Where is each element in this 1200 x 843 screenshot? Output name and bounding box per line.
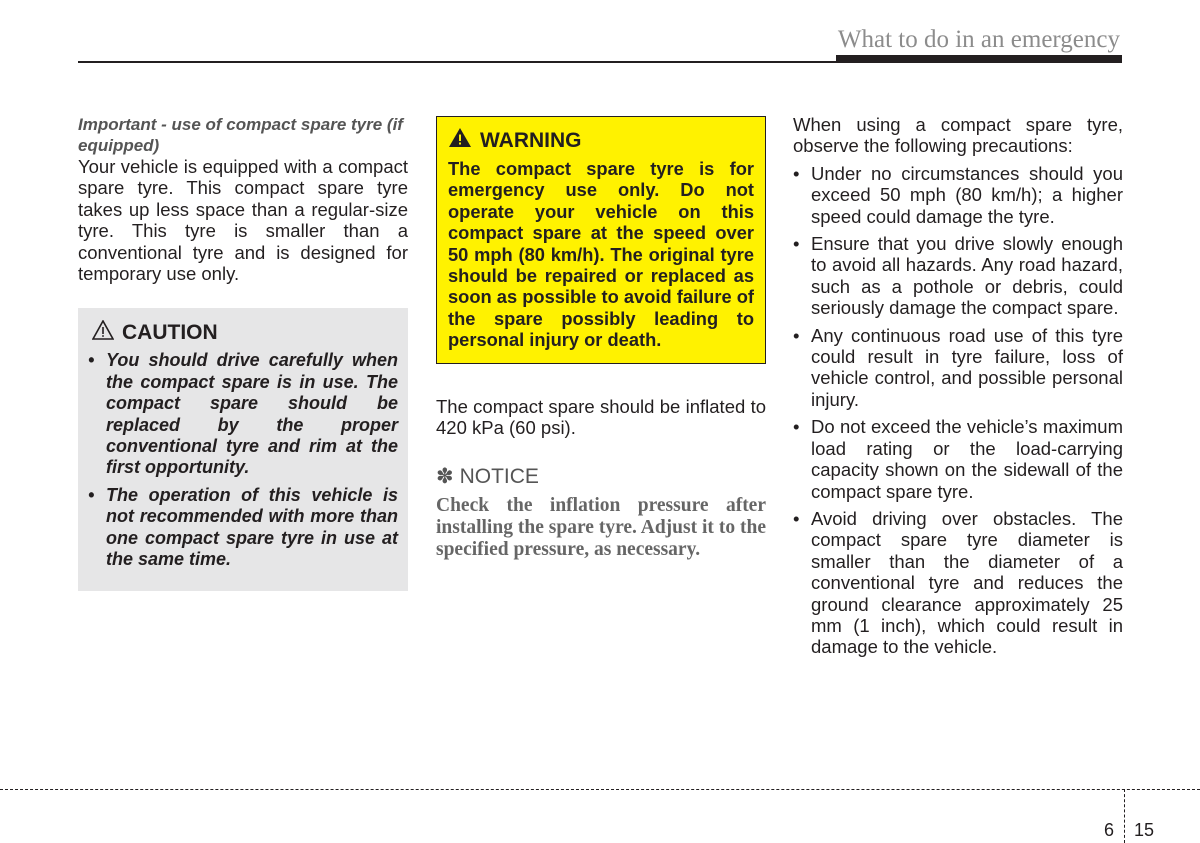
list-item [793,416,1123,502]
warning-heading [448,127,754,154]
warning-title: WARNING [480,128,582,152]
section-title: What to do in an emergency [837,26,1120,53]
column-left [78,114,408,591]
header-rule-accent [836,55,1122,62]
list-item-text: Avoid driving over obstacles. The compact spare tyre diameter is smaller than the diameter of a conventional tyre and reduces the ground clearance approximately 25 mm (1 inch), which could result in damage to the vehicle. [811,507,1123,658]
list-item [793,325,1123,411]
intro-paragraph: Your vehicle is equipped with a compact spare tyre. This compact spare tyre takes up less space than a regular-size tyre. This tyre is smaller than a conventional tyre and is designed for temporary use only. [78,156,408,285]
footer-divider [1124,789,1125,843]
warning-text: The compact spare tyre is for emergency use only. Do not operate your vehicle on this compact spare at the speed over 50 mph (80 km/h). The original tyre should be repaired or replaced as soon as possible to avoid failure of the spare possibly leading to personal injury or death. [448,158,754,351]
warning-triangle-icon [448,127,472,154]
bullet: • [793,162,800,184]
list-item [793,163,1123,227]
inflation-paragraph: The compact spare should be inflated to 420 kPa (60 psi). [436,395,766,439]
bullet: • [793,233,800,255]
list-item-text: Under no circumstances should you exceed 50 mph (80 km/h); a higher speed could damage the tyre. [811,162,1123,227]
caution-item-text: The operation of this vehicle is not recommended with more than one compact spare tyre in use at the same time. [106,484,398,570]
column-right [793,114,1123,664]
precautions-intro: When using a compact spare tyre, observe the following precautions: [793,114,1123,157]
bullet: • [793,416,800,438]
bullet: • [88,350,95,371]
caution-item [88,485,398,571]
caution-triangle-icon [92,320,114,346]
bullet: • [88,484,95,505]
precautions-list [793,163,1123,658]
list-item-text: Any continuous road use of this tyre could result in tyre failure, loss of vehicle control, and possible personal injury. [811,324,1123,410]
caution-item [88,350,398,478]
bullet: • [793,507,800,529]
caution-item-text: You should drive carefully when the compact spare is in use. The compact spare should be replaced by the proper conventional tyre and rim at the first opportunity. [106,350,398,478]
list-item [793,233,1123,319]
notice-asterisk-icon: ✽ [436,465,454,489]
list-item-text: Ensure that you drive slowly enough to avoid all hazards. Any road hazard, such as a pothole or debris, could seriously damage the compact spare. [811,233,1123,319]
footer-rule [0,789,1200,790]
list-item [793,508,1123,658]
bullet: • [793,324,800,346]
chapter-number: 6 [1104,820,1115,840]
column-middle [436,114,766,561]
list-item-text: Do not exceed the vehicle’s maximum load rating or the load-carrying capacity shown on the sidewall of the compact spare tyre. [811,416,1123,502]
page-number: 15 [1134,820,1155,840]
caution-list [88,350,398,570]
caution-box [78,308,408,590]
notice-text: Check the inflation pressure after installing the spare tyre. Adjust it to the specified pressure, as necessary. [436,495,766,561]
subheading: Important - use of compact spare tyre (if equipped) [78,115,403,155]
notice-title: NOTICE [459,464,539,488]
warning-box [436,116,766,364]
caution-heading [88,320,398,346]
notice-heading [436,464,766,489]
caution-title: CAUTION [122,321,218,345]
